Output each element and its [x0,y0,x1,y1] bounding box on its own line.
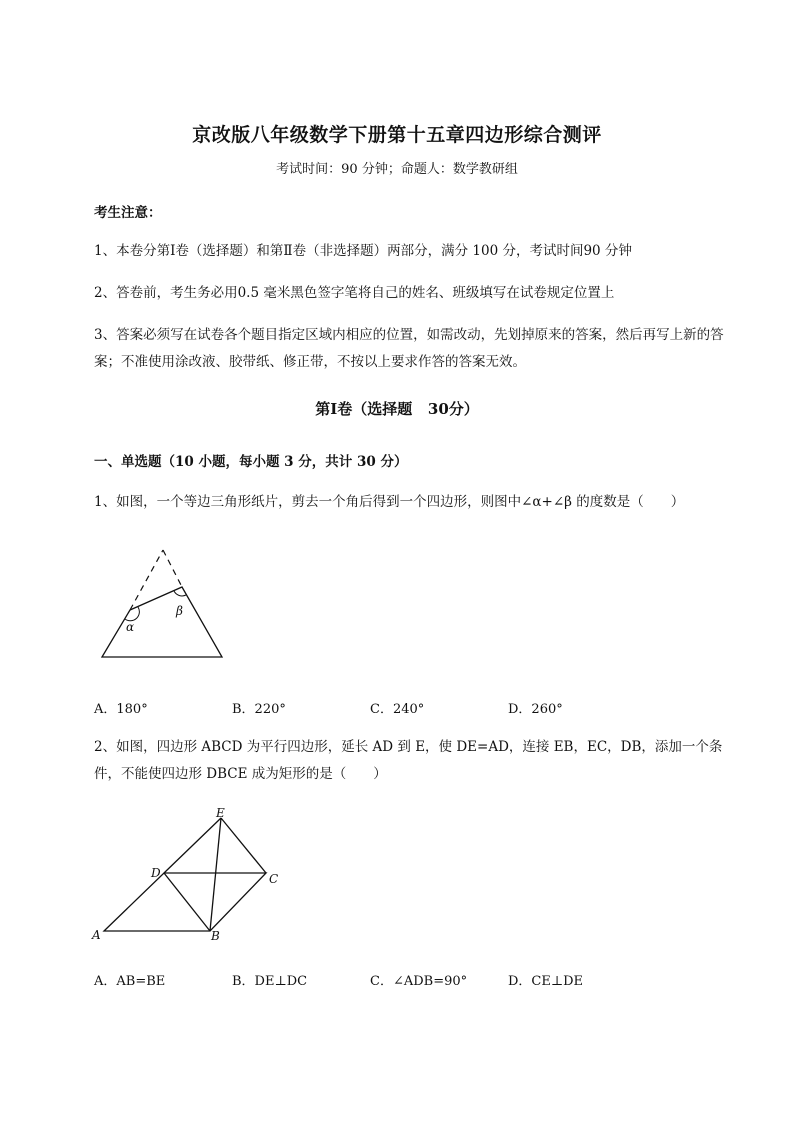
alpha-label: α [126,620,135,634]
beta-label: β [176,604,183,618]
segment-eb [210,818,221,931]
dashed-edge-right [163,550,182,587]
option-b[interactable]: B．220° [232,702,286,717]
option-d[interactable]: D．260° [508,702,563,717]
option-a[interactable]: A．180° [94,702,148,717]
question-2-figure [88,805,298,945]
point-c-label: C [269,872,279,886]
page-title: 京改版八年级数学下册第十五章四边形综合测评 [192,124,602,146]
question-1-stem: 1、如图，一个等边三角形纸片，剪去一个角后得到一个四边形，则图中∠α+∠β 的度数是（ ） [94,494,685,510]
section-title: 第Ⅰ卷（选择题 30分） [315,400,479,418]
point-a-label: A [92,928,101,942]
segment-db [164,873,210,931]
option-d[interactable]: D．CE⊥DE [508,974,583,989]
question-2-stem: 2、如图，四边形 ABCD 为平行四边形，延长 AD 到 E，使 DE=AD，连接 EB，EC，DB，添加一个条件，不能使四边形 DBCE 成为矩形的是（ ） [94,739,723,782]
part-title: 一、单选题（10 小题，每小题 3 分，共计 30 分） [94,454,408,470]
question-1-figure [94,540,234,670]
point-b-label: B [211,929,220,943]
option-c[interactable]: C．240° [370,702,425,717]
option-b[interactable]: B．DE⊥DC [232,974,308,989]
parallelogram-abcd [104,873,266,931]
notice-item: 2、答卷前，考生务必用0.5 毫米黑色签字笔将自己的姓名、班级填写在试卷规定位置上 [94,285,615,301]
dashed-edge-left [130,550,163,610]
segment-ec [221,818,266,873]
notice-item: 3、答案必须写在试卷各个题目指定区域内相应的位置，如需改动，先划掉原来的答案，然后再写上新的答案；不准使用涂改液、胶带纸、修正带，不按以上要求作答的答案无效。 [94,327,724,370]
point-e-label: E [216,806,225,820]
quadrilateral-shape [102,587,222,657]
notice-item: 1、本卷分第Ⅰ卷（选择题）和第Ⅱ卷（非选择题）两部分，满分 100 分，考试时间90 分钟 [94,243,632,259]
point-d-label: D [151,866,161,880]
exam-info: 考试时间：90 分钟；命题人：数学教研组 [276,162,518,177]
notice-heading: 考生注意： [94,205,162,221]
segment-de [164,818,221,873]
option-a[interactable]: A．AB=BE [94,974,166,989]
option-c[interactable]: C．∠ADB=90° [370,974,468,989]
